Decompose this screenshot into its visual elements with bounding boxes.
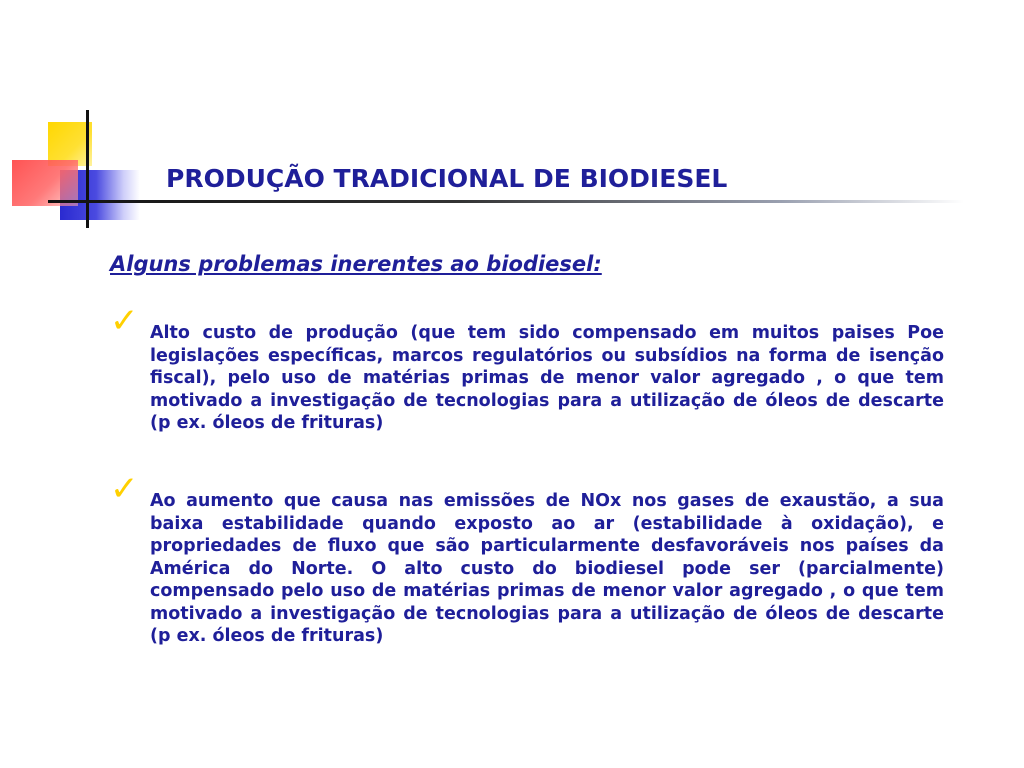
slide-subtitle: Alguns problemas inerentes ao biodiesel: <box>110 252 602 276</box>
bullet-item <box>110 469 944 648</box>
bullet-text: Alto custo de produção (que tem sido compensado em muitos paises Poe legislações específicas, marcos regulatórios ou subsídios na forma de isenção fiscal), pelo uso de matérias primas de menor valor agregado , o que tem motivado a investigação de tecnologias para a utilização de óleos de descarte (p ex. óleos de frituras) <box>150 323 944 433</box>
title-underline-rule <box>48 200 964 203</box>
checkmark-icon: ✓ <box>110 301 139 341</box>
checkmark-icon: ✓ <box>110 469 139 509</box>
decorative-squares-logo <box>0 0 140 240</box>
bullet-item <box>110 301 944 435</box>
vertical-rule <box>86 110 89 228</box>
slide-title: PRODUÇÃO TRADICIONAL DE BIODIESEL <box>166 164 728 193</box>
bullet-text: Ao aumento que causa nas emissões de NOx nos gases de exaustão, a sua baixa estabilidade quando exposto ao ar (estabilidade à oxidação), e propriedades de fluxo que são particularmente desfavoráveis nos países da América do Norte. O alto custo do biodiesel pode ser (parcialmente) compensado pelo uso de matérias primas de menor valor agregado , o que tem motivado a investigação de tecnologias para a utilização de óleos de descarte (p ex. óleos de frituras) <box>150 491 944 646</box>
